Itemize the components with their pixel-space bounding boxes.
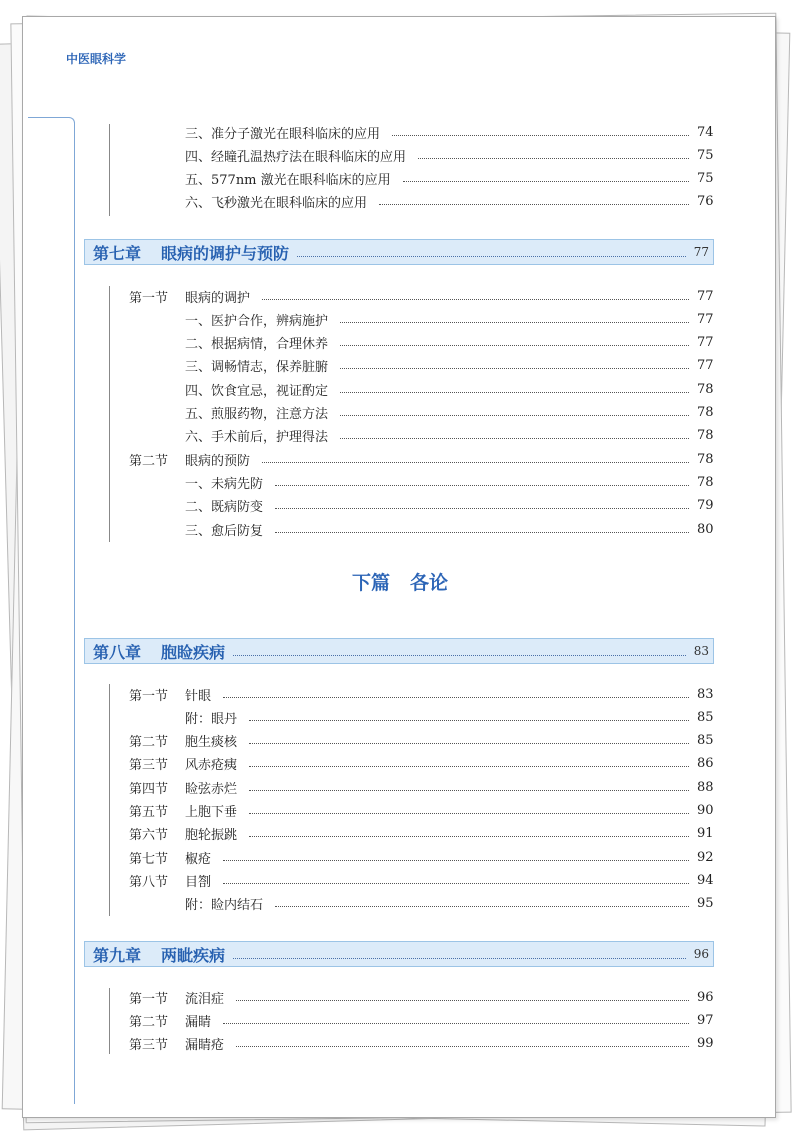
dot-leader bbox=[340, 415, 689, 416]
section-number: 第二节 bbox=[129, 453, 169, 469]
dot-leader bbox=[249, 766, 689, 767]
entry-title: 漏睛 bbox=[185, 1014, 212, 1030]
page-number: 77 bbox=[697, 288, 714, 304]
page-number: 91 bbox=[697, 826, 714, 842]
entry-title: 漏睛疮 bbox=[185, 1038, 225, 1054]
margin-decoration bbox=[28, 117, 75, 126]
entry-title: 目劄 bbox=[185, 874, 212, 890]
dot-leader bbox=[275, 906, 689, 907]
entry-title: 眼病的预防 bbox=[185, 453, 251, 469]
entry-bracket-line bbox=[109, 286, 110, 542]
entry-title: 三、准分子激光在眼科临床的应用 bbox=[185, 126, 381, 142]
dot-leader bbox=[340, 345, 689, 346]
dot-leader bbox=[340, 392, 689, 393]
page-number: 78 bbox=[697, 474, 714, 490]
toc-entry[interactable] bbox=[185, 332, 713, 354]
toc-entry[interactable] bbox=[129, 285, 713, 307]
dot-leader bbox=[233, 655, 686, 656]
toc-entry[interactable] bbox=[185, 495, 713, 517]
section-number: 第七节 bbox=[129, 851, 169, 867]
entry-title: 五、577nm 激光在眼科临床的应用 bbox=[185, 173, 391, 189]
part-number: 下篇 bbox=[351, 572, 390, 594]
dot-leader bbox=[340, 368, 689, 369]
toc-entry[interactable] bbox=[185, 121, 713, 143]
chapter-number: 第九章 bbox=[93, 945, 142, 965]
page-number: 92 bbox=[697, 849, 714, 865]
dot-leader bbox=[249, 813, 689, 814]
dot-leader bbox=[249, 720, 689, 721]
dot-leader bbox=[249, 743, 689, 744]
entry-title: 风赤疮痍 bbox=[185, 758, 238, 774]
entry-title: 胞生痰核 bbox=[185, 735, 238, 751]
part-heading bbox=[0, 568, 800, 595]
dot-leader bbox=[262, 299, 689, 300]
page-number: 77 bbox=[693, 245, 709, 259]
chapter-number: 第七章 bbox=[93, 243, 142, 263]
toc-entry[interactable] bbox=[129, 776, 713, 798]
toc-entry[interactable] bbox=[129, 730, 713, 752]
entry-bracket-line bbox=[109, 988, 110, 1054]
part-title: 各论 bbox=[410, 572, 449, 594]
dot-leader bbox=[392, 135, 689, 136]
page-number: 77 bbox=[697, 311, 714, 327]
page-number: 76 bbox=[697, 194, 714, 210]
page-number: 83 bbox=[693, 644, 709, 658]
section-number: 第一节 bbox=[129, 991, 169, 1007]
toc-entry[interactable] bbox=[129, 753, 713, 775]
dot-leader bbox=[223, 697, 689, 698]
dot-leader bbox=[262, 462, 689, 463]
toc-entry[interactable] bbox=[185, 518, 713, 540]
chapter-heading[interactable] bbox=[84, 941, 714, 967]
toc-entry[interactable] bbox=[185, 168, 713, 190]
dot-leader bbox=[379, 204, 689, 205]
toc-entry[interactable] bbox=[185, 893, 713, 915]
entry-title: 二、根据病情，合理休养 bbox=[185, 337, 329, 353]
page-number: 85 bbox=[697, 733, 714, 749]
entry-title: 四、饮食宜忌，视证酌定 bbox=[185, 383, 329, 399]
section-number: 第一节 bbox=[129, 290, 169, 306]
toc-entry[interactable] bbox=[129, 823, 713, 845]
dot-leader bbox=[249, 790, 689, 791]
dot-leader bbox=[249, 836, 689, 837]
section-number: 第二节 bbox=[129, 1014, 169, 1030]
section-number: 第五节 bbox=[129, 805, 169, 820]
chapter-title: 眼病的调护与预防 bbox=[161, 243, 290, 263]
page-number: 78 bbox=[697, 428, 714, 444]
page-number: 79 bbox=[697, 498, 714, 514]
section-number: 第八节 bbox=[129, 874, 169, 890]
toc-entry[interactable] bbox=[185, 308, 713, 330]
section-number: 第三节 bbox=[129, 758, 169, 774]
page-number: 96 bbox=[697, 989, 714, 1005]
entry-title: 一、医护合作，辨病施护 bbox=[185, 313, 329, 329]
page-number: 75 bbox=[697, 147, 714, 163]
dot-leader bbox=[403, 181, 689, 182]
toc-entry[interactable] bbox=[129, 683, 713, 705]
toc-entry[interactable] bbox=[185, 706, 713, 728]
toc-entry[interactable] bbox=[129, 1033, 713, 1055]
toc-entry[interactable] bbox=[185, 355, 713, 377]
entry-title: 上胞下垂 bbox=[185, 805, 238, 820]
entry-title: 五、煎服药物，注意方法 bbox=[185, 407, 329, 422]
dot-leader bbox=[275, 508, 689, 509]
toc-entry[interactable] bbox=[129, 846, 713, 868]
page-number: 77 bbox=[697, 335, 714, 351]
entry-bracket-line bbox=[109, 124, 110, 216]
section-number: 第二节 bbox=[129, 735, 169, 751]
toc-entry[interactable] bbox=[129, 986, 713, 1008]
entry-title: 眼病的调护 bbox=[185, 290, 251, 306]
toc-entry[interactable] bbox=[185, 471, 713, 493]
toc-entry[interactable] bbox=[129, 448, 713, 470]
dot-leader bbox=[275, 532, 689, 533]
entry-title: 四、经瞳孔温热疗法在眼科临床的应用 bbox=[185, 149, 407, 165]
page-number: 94 bbox=[697, 872, 714, 888]
section-number: 第四节 bbox=[129, 781, 169, 797]
toc-entry[interactable] bbox=[129, 1009, 713, 1031]
entry-title: 胞轮振跳 bbox=[185, 828, 238, 844]
dot-leader bbox=[418, 158, 689, 159]
page-number: 78 bbox=[697, 405, 714, 420]
entry-title: 二、既病防变 bbox=[185, 500, 264, 516]
section-number: 第一节 bbox=[129, 688, 169, 704]
running-header: 中医眼科学 bbox=[66, 52, 127, 66]
dot-leader bbox=[236, 1046, 689, 1047]
entry-title: 三、愈后防复 bbox=[185, 523, 264, 539]
entry-title: 附：睑内结石 bbox=[185, 898, 264, 914]
chapter-heading[interactable] bbox=[84, 239, 714, 265]
entry-title: 流泪症 bbox=[185, 991, 225, 1007]
page-number: 74 bbox=[697, 124, 714, 140]
page-number: 80 bbox=[697, 521, 714, 537]
page-number: 78 bbox=[697, 451, 714, 467]
dot-leader bbox=[223, 860, 689, 861]
entry-bracket-line bbox=[109, 684, 110, 916]
page-number: 99 bbox=[697, 1036, 714, 1052]
chapter-title: 胞睑疾病 bbox=[161, 642, 226, 662]
dot-leader bbox=[340, 322, 689, 323]
section-number: 第三节 bbox=[129, 1038, 169, 1054]
page-number: 83 bbox=[697, 686, 714, 702]
section-number: 第六节 bbox=[129, 828, 169, 844]
dot-leader bbox=[223, 883, 689, 884]
chapter-title: 两眦疾病 bbox=[161, 945, 226, 965]
page-number: 96 bbox=[693, 947, 709, 961]
toc-entry[interactable] bbox=[129, 800, 713, 822]
dot-leader bbox=[340, 438, 689, 439]
entry-title: 一、未病先防 bbox=[185, 476, 264, 492]
toc-entry[interactable] bbox=[129, 869, 713, 891]
page-number: 78 bbox=[697, 381, 714, 397]
entry-title: 六、飞秒激光在眼科临床的应用 bbox=[185, 196, 368, 212]
page-number: 88 bbox=[697, 779, 714, 795]
dot-leader bbox=[236, 1000, 689, 1001]
entry-title: 六、手术前后，护理得法 bbox=[185, 430, 329, 446]
page-number: 75 bbox=[697, 171, 714, 187]
entry-title: 针眼 bbox=[185, 688, 212, 704]
page-number: 86 bbox=[697, 756, 714, 772]
dot-leader bbox=[275, 485, 689, 486]
entry-title: 睑弦赤烂 bbox=[185, 781, 238, 797]
chapter-number: 第八章 bbox=[93, 642, 142, 662]
entry-title: 椒疮 bbox=[185, 851, 212, 867]
toc-entry[interactable] bbox=[185, 402, 713, 424]
toc-entry[interactable] bbox=[185, 425, 713, 447]
toc-entry[interactable] bbox=[185, 378, 713, 400]
entry-title: 三、调畅情志，保养脏腑 bbox=[185, 360, 329, 376]
chapter-heading[interactable] bbox=[84, 638, 714, 664]
dot-leader bbox=[223, 1023, 689, 1024]
dot-leader bbox=[233, 958, 686, 959]
dot-leader bbox=[297, 256, 686, 257]
margin-rule bbox=[74, 124, 75, 1104]
toc-entry[interactable] bbox=[185, 191, 713, 213]
page-number: 90 bbox=[697, 803, 714, 818]
page-number: 95 bbox=[697, 896, 714, 912]
entry-title: 附：眼丹 bbox=[185, 711, 238, 727]
page-number: 85 bbox=[697, 709, 714, 725]
page-number: 77 bbox=[697, 358, 714, 374]
toc-entry[interactable] bbox=[185, 144, 713, 166]
page-number: 97 bbox=[697, 1012, 714, 1028]
